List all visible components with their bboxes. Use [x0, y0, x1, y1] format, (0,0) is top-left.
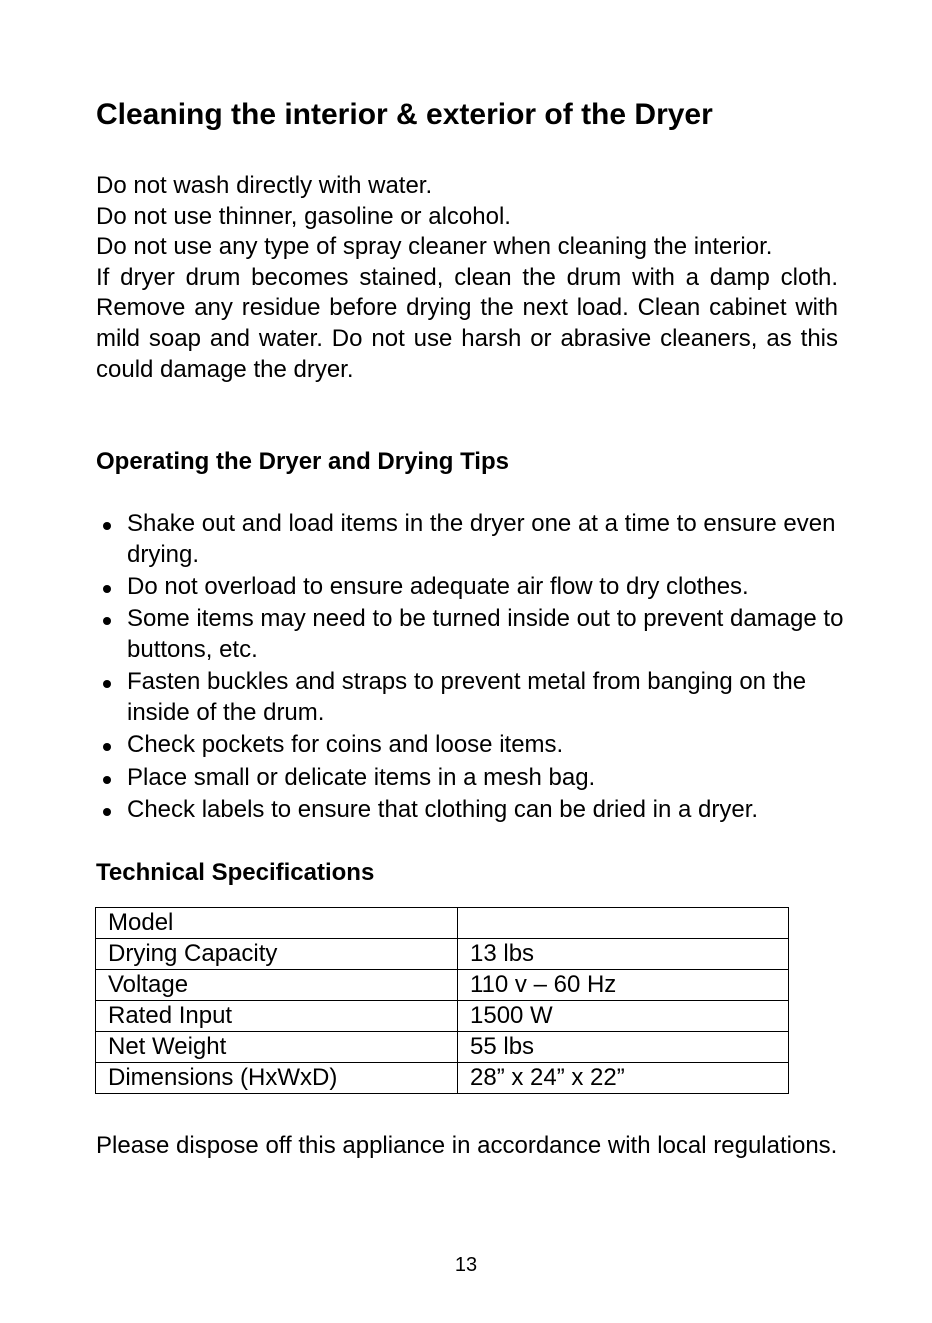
tip-text: Check pockets for coins and loose items.	[127, 731, 564, 759]
tip-text: Place small or delicate items in a mesh bag.	[127, 763, 596, 791]
table-row	[96, 1063, 789, 1094]
table-row	[96, 939, 789, 970]
page-number: 13	[454, 1254, 478, 1276]
tip-text: Shake out and load items in the dryer one at a time to ensure even drying.	[127, 510, 836, 568]
tips-heading: Operating the Dryer and Drying Tips	[96, 448, 509, 475]
list-item	[96, 604, 846, 665]
spec-value: 28” x 24” x 22”	[458, 1063, 789, 1094]
list-item	[96, 572, 846, 603]
spec-label: Net Weight	[96, 1032, 458, 1063]
bullet-icon	[103, 808, 111, 816]
list-item	[96, 509, 846, 570]
tips-list	[96, 509, 846, 828]
specs-heading: Technical Specifications	[96, 859, 375, 886]
spec-value: 1500 W	[458, 1001, 789, 1032]
tip-text: Do not overload to ensure adequate air flow to dry clothes.	[127, 572, 749, 600]
cleaning-line: Do not wash directly with water.	[96, 172, 433, 199]
bullet-icon	[103, 585, 111, 593]
tip-text: Check labels to ensure that clothing can be dried in a dryer.	[127, 796, 759, 824]
spec-label: Model	[96, 908, 458, 939]
table-row	[96, 1001, 789, 1032]
cleaning-paragraph: If dryer drum becomes stained, clean the drum with a damp cloth. Remove any residue before drying the next load. Clean cabinet with mild soap and water. Do not use harsh or abrasive cleaners, as this could damage the dryer.	[96, 263, 838, 383]
cleaning-instructions	[96, 171, 838, 385]
page-title: Cleaning the interior & exterior of the Dryer	[96, 98, 713, 131]
tip-text: Some items may need to be turned inside out to prevent damage to buttons, etc.	[127, 605, 844, 663]
cleaning-line: Do not use thinner, gasoline or alcohol.	[96, 202, 511, 230]
table-row	[96, 970, 789, 1001]
spec-value: 13 lbs	[458, 939, 789, 970]
spec-label: Dimensions (HxWxD)	[96, 1063, 458, 1094]
disposal-note: Please dispose off this appliance in accordance with local regulations.	[96, 1132, 838, 1159]
list-item	[96, 795, 846, 826]
spec-label: Rated Input	[96, 1001, 458, 1032]
spec-value: 55 lbs	[458, 1032, 789, 1063]
bullet-icon	[103, 776, 111, 784]
bullet-icon	[103, 743, 111, 751]
spec-label: Voltage	[96, 970, 458, 1001]
spec-value	[458, 908, 789, 939]
bullet-icon	[103, 617, 111, 625]
spec-value: 110 v – 60 Hz	[458, 970, 789, 1001]
table-row	[96, 908, 789, 939]
spec-label: Drying Capacity	[96, 939, 458, 970]
bullet-icon	[103, 522, 111, 530]
table-row	[96, 1032, 789, 1063]
list-item	[96, 730, 846, 761]
cleaning-line: Do not use any type of spray cleaner when cleaning the interior.	[96, 233, 773, 261]
tip-text: Fasten buckles and straps to prevent metal from banging on the inside of the drum.	[127, 668, 807, 726]
bullet-icon	[103, 680, 111, 688]
list-item	[96, 763, 846, 794]
specs-table	[95, 907, 789, 1094]
list-item	[96, 667, 846, 728]
